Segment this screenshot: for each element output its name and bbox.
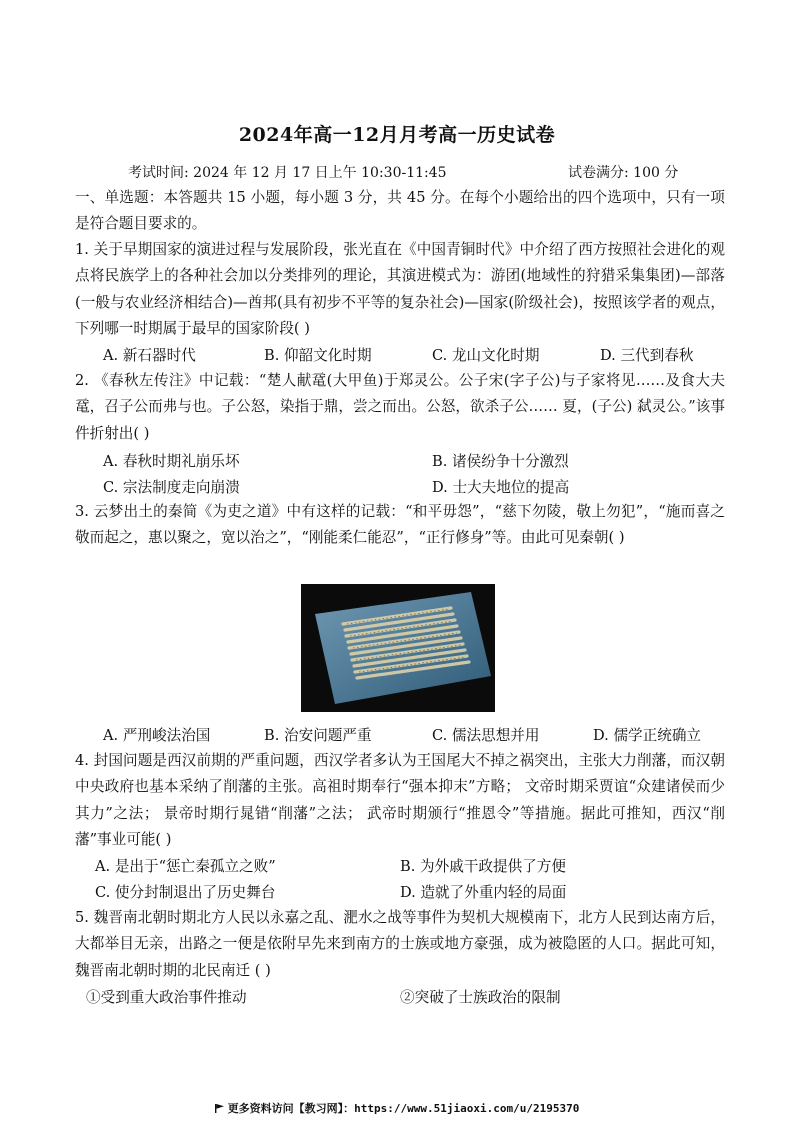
question-2-option-b: B. 诸侯纷争十分激烈 [432, 453, 569, 470]
bamboo-slips-picture [301, 584, 495, 712]
question-1-option-d: D. 三代到春秋 [600, 347, 694, 364]
question-2-stem: 2. 《春秋左传注》中记载：“楚人献鼋(大甲鱼)于郑灵公。公子宋(字子公)与子家将见……及食大夫鼋，召子公而弗与也。子公怒，染指于鼎，尝之而出。公怒，欲杀子公…… 夏，(子公) 弑灵公。”该事件折射出( ) [75, 372, 725, 442]
bamboo-slips-image [301, 584, 495, 712]
footer [0, 1100, 794, 1116]
question-3-option-c: C. 儒法思想并用 [432, 727, 540, 744]
exam-meta [128, 162, 708, 182]
footer-link[interactable]: 更多资料访问【教习网】：https://www.51jiaoxi.com/u/2195370 [227, 1102, 580, 1115]
exam-time: 考试时间: 2024 年 12 月 17 日上午 10:30-11:45 [128, 165, 447, 181]
question-4-option-c: C. 使分封制退出了历史舞台 [95, 884, 276, 901]
flag-icon [215, 1104, 224, 1113]
question-1-stem: 1. 关于早期国家的演进过程与发展阶段，张光直在《中国青铜时代》中介绍了西方按照社会进化的观点将民族学上的各种社会加以分类排列的理论，其演进模式为：游团(地域性的狩猎采集集团)—部落(一般与农业经济相结合)—酋邦(具有初步不平等的复杂社会)—国家(阶级社会)，按照该学者的观点，下列哪一时期属于最早的国家阶段( ) [75, 241, 725, 337]
question-3-option-d: D. 儒学正统确立 [593, 727, 702, 744]
question-2-option-c: C. 宗法制度走向崩溃 [103, 479, 240, 496]
question-4-option-d: D. 造就了外重内轻的局面 [400, 884, 567, 901]
full-score: 试卷满分: 100 分 [568, 165, 679, 181]
question-1-option-a: A. 新石器时代 [103, 347, 196, 364]
question-5-option-2: ②突破了士族政治的限制 [400, 989, 561, 1006]
page-title: 2024年高一12月月考高一历史试卷 [238, 124, 556, 146]
question-3-option-b: B. 治安问题严重 [264, 727, 372, 744]
question-2-option-d: D. 士大夫地位的提高 [432, 479, 570, 496]
question-5-option-1: ①受到重大政治事件推动 [86, 989, 247, 1006]
question-4-stem: 4. 封国问题是西汉前期的严重问题，西汉学者多认为王国尾大不掉之祸突出，主张大力削藩，而汉朝中央政府也基本采纳了削藩的主张。高祖时期奉行“强本抑末”方略； 文帝时期采贾谊“众建诸侯而少其力”之法； 景帝时期行晁错“削藩”之法； 武帝时期颁行“推恩令”等措施。据此可推知，西汉“削藩”事业可能( ) [75, 752, 725, 848]
question-5-stem: 5. 魏晋南北朝时期北方人民以永嘉之乱、淝水之战等事件为契机大规模南下，北方人民到达南方后，大都举目无亲，出路之一便是依附早先来到南方的士族或地方豪强，成为被隐匿的人口。据此可知，魏晋南北朝时期的北民南迁 ( ) [75, 909, 725, 979]
question-3-stem: 3. 云梦出土的秦简《为吏之道》中有这样的记载：“和平毋怨”，“慈下勿陵，敬上勿犯”，“施而喜之敬而起之，惠以聚之，宽以治之”，“刚能柔仁能忍”，“正行修身”等。由此可见秦朝( ) [75, 503, 725, 547]
question-1-option-b: B. 仰韶文化时期 [264, 347, 372, 364]
question-4-option-b: B. 为外戚干政提供了方便 [400, 858, 566, 875]
section-heading: 一、单选题：本答题共 15 小题，每小题 3 分，共 45 分。在每个小题给出的四个选项中，只有一项是符合题目要求的。 [75, 189, 725, 233]
question-1-option-c: C. 龙山文化时期 [432, 347, 540, 364]
question-3-option-a: A. 严刑峻法治国 [103, 727, 211, 744]
question-4-option-a: A. 是出于“惩亡秦孤立之败” [95, 858, 276, 875]
question-2-option-a: A. 春秋时期礼崩乐坏 [103, 453, 240, 470]
